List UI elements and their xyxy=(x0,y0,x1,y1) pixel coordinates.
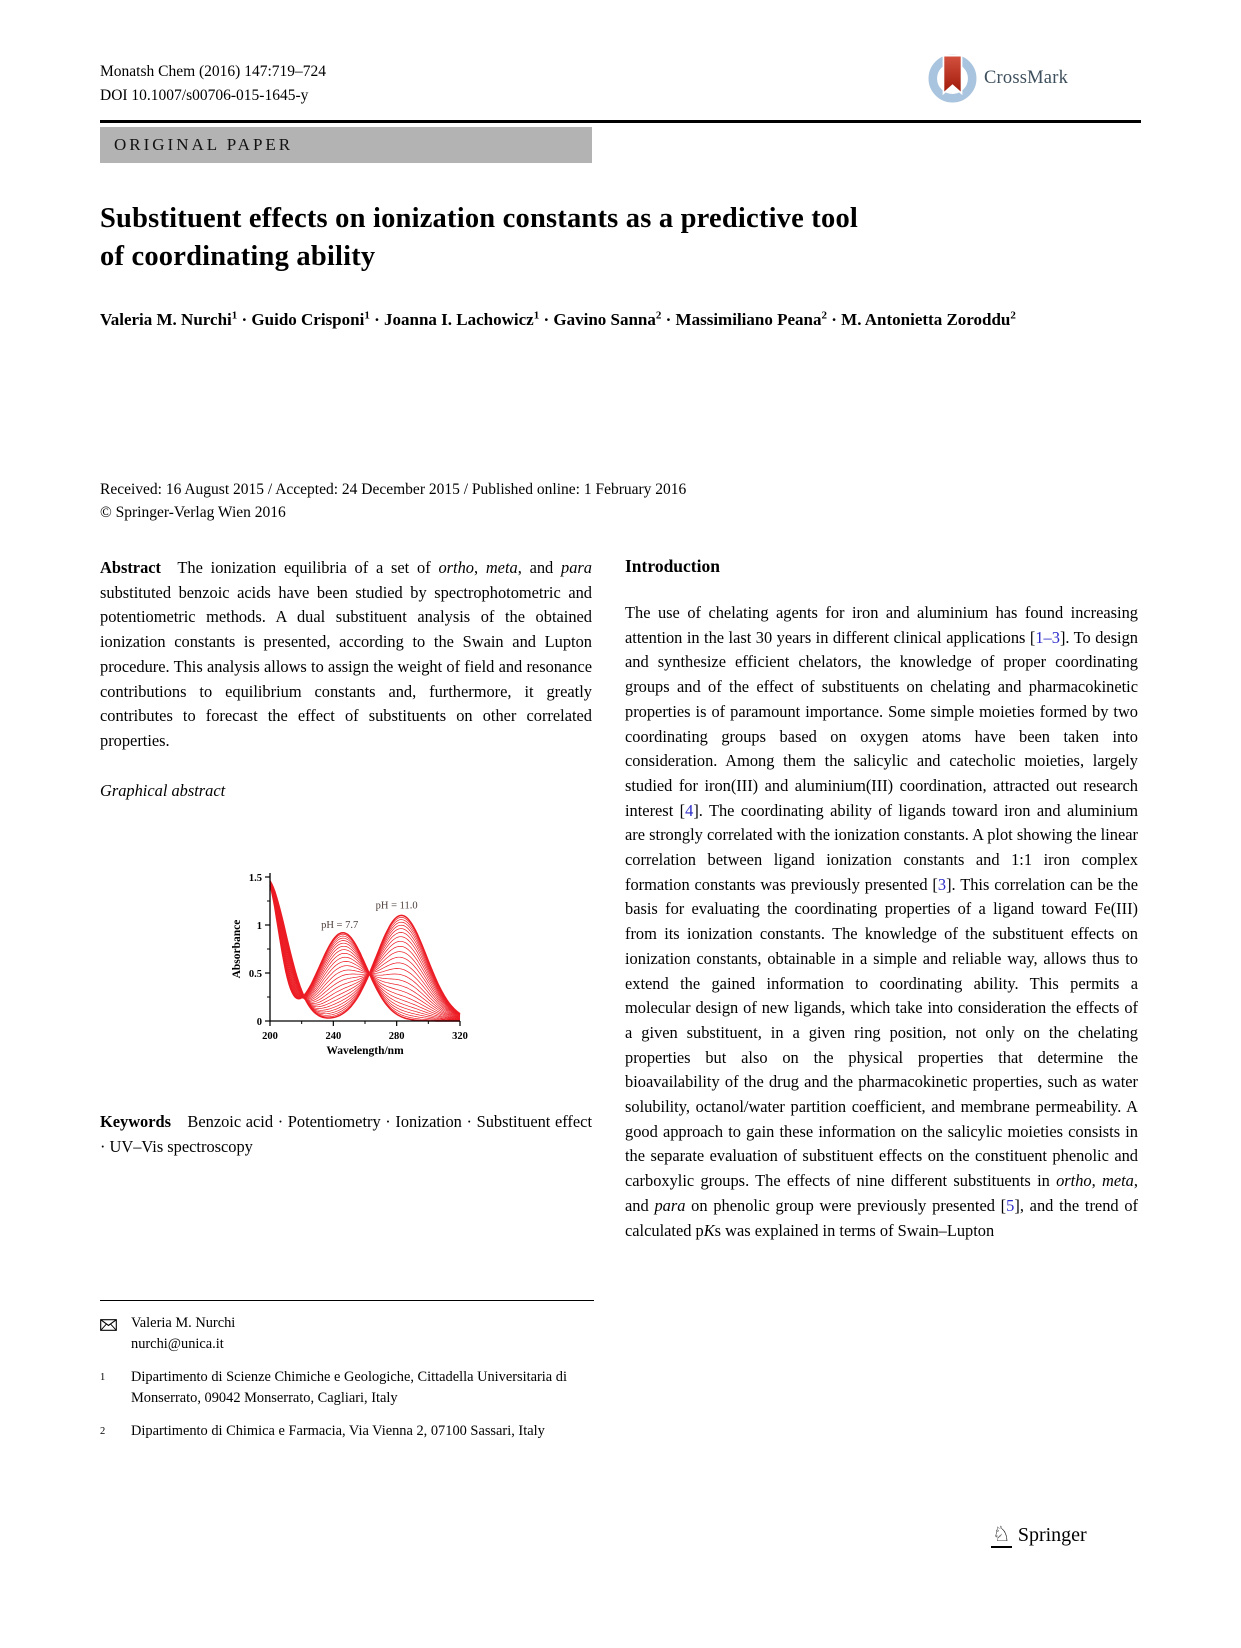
affiliation-2-marker: 2 xyxy=(100,1425,106,1437)
corresponding-author-email[interactable]: nurchi@unica.it xyxy=(131,1336,224,1353)
citation-ref[interactable]: 4 xyxy=(685,800,694,820)
uv-vis-spectra-chart xyxy=(218,842,478,1057)
article-type-banner xyxy=(100,127,592,163)
crossmark-badge[interactable] xyxy=(928,54,1068,103)
spectrum-curve xyxy=(270,885,460,1021)
introduction-paragraph: The use of chelating agents for iron and aluminium has found increasing attention in the last 30 years in different clinical applications [1–3]. To design and synthesize efficient chelators, the knowledge of proper coordinating groups and of the effect of substituents on chelating and pharmacokinetic properties is of paramount importance. Some simple moieties formed by two coordinating groups based on oxygen atoms have been taken into consideration. Among them the salicylic and catecholic moieties, largely studied for iron(III) and aluminium(III) coordination, attracted out research interest [4]. The coordinating ability of ligands toward iron and aluminium are strongly correlated with the ionization constants. A plot showing the linear correlation between ligand ionization constants and 1:1 iron complex formation constants was previously presented [3]. This correlation can be the basis for evaluating the coordinating properties of a ligand toward Fe(III) from its ionization constants. The knowledge of the substituent effects on ionization constants, obtainable in a simple and reliable way, allows thus to extend the gained information to coordinating ability. This permits a molecular design of new ligands, which take into consideration the effects of a given substituent, in a given ring position, not only on the chelating properties but also on the physical properties that determine the bioavailability of the drug and the pharmacokinetic properties, such as water solubility, octanol/water partition coefficient, and membrane permeability. A good approach to gain these information on the salicylic moieties consists in the separate evaluation of substituent effects on the constituent phenolic and carboxylic groups. The effects of nine different substituents in ortho, meta, and para on phenolic group were previously presented [5], and the trend of calculated pKs was explained in terms of Swain–Lupton xyxy=(625,603,1139,1240)
abstract-paragraph: Abstract The ionization equilibria of a set of ortho, meta, and para substituted benzoic acids have been studied by spectrophotometric and potentiometric methods. A dual substituent analysis of the obtained ionization constants is presented, according to the Swain and Lupton procedure. This analysis allows to assign the weight of field and resonance contributions to equilibrium constants and, furthermore, it greatly contributes to forecast the effect of substituents on other correlated properties. xyxy=(100,558,592,750)
journal-ref: Monatsh Chem (2016) 147:719–724 xyxy=(100,63,327,80)
corresponding-author-block xyxy=(100,1313,594,1356)
x-tick-label: 200 xyxy=(262,1031,278,1042)
affiliation-1-text: Dipartimento di Scienze Chimiche e Geologiche, Cittadella Universitaria di Monserrato, 09042 Monserrato, Cagliari, Italy xyxy=(131,1368,567,1407)
x-tick-label: 240 xyxy=(325,1031,342,1042)
article-title xyxy=(100,200,1060,276)
springer-logo xyxy=(991,1524,1087,1548)
footnote-block xyxy=(100,1300,594,1453)
article-type-label: ORIGINAL PAPER xyxy=(114,135,294,154)
y-axis-title: Absorbance xyxy=(231,919,243,979)
journal-header xyxy=(100,60,326,108)
spectrum-curve xyxy=(270,884,460,1020)
affiliation-1-marker: 1 xyxy=(100,1371,106,1383)
affiliation-1 xyxy=(100,1367,594,1410)
citation-ref[interactable]: 3 xyxy=(937,874,947,894)
dates-block xyxy=(100,479,1000,524)
x-tick-label: 320 xyxy=(452,1031,468,1042)
citation-ref[interactable]: 5 xyxy=(1006,1195,1015,1215)
graphical-abstract-figure xyxy=(218,842,478,1057)
introduction-heading: Introduction xyxy=(625,556,720,576)
x-axis-title: Wavelength/nm xyxy=(326,1045,404,1057)
envelope-icon xyxy=(100,1313,131,1356)
header-rule xyxy=(100,120,1141,123)
y-tick-label: 1.5 xyxy=(248,872,262,884)
spectrum-curve xyxy=(270,884,460,1020)
ph-annotation: pH = 11.0 xyxy=(375,900,418,912)
footnote-rule xyxy=(100,1300,594,1301)
citation-ref[interactable]: 1–3 xyxy=(1035,627,1060,647)
keywords-paragraph: Keywords Benzoic acid · Potentiometry · Ionization · Substituent effect · UV–Vis spectroscopy xyxy=(100,1112,592,1156)
corresponding-author-name: Valeria M. Nurchi xyxy=(131,1315,236,1331)
y-tick-label: 0 xyxy=(256,1016,262,1028)
graphical-abstract-caption: Graphical abstract xyxy=(100,781,226,800)
y-tick-label: 1 xyxy=(256,920,262,932)
spectrum-curve xyxy=(270,885,460,1021)
doi: DOI 10.1007/s00706-015-1645-y xyxy=(100,87,309,104)
x-tick-label: 280 xyxy=(388,1031,405,1042)
copyright-line: © Springer-Verlag Wien 2016 xyxy=(100,503,286,521)
affiliation-2 xyxy=(100,1421,594,1442)
affiliation-2-text: Dipartimento di Chimica e Farmacia, Via Vienna 2, 07100 Sassari, Italy xyxy=(131,1422,545,1439)
y-tick-label: 0.5 xyxy=(248,968,262,980)
authors-line: Valeria M. Nurchi$^1$ · Guido Crisponi$^1$ · Joanna I. Lachowicz$^1$ · Gavino Sanna$^2$ · Massimiliano Peana$^2$ · M. Antonietta Zoroddu$^2$ xyxy=(100,309,1016,329)
springer-wordmark: Springer xyxy=(1017,1524,1087,1546)
spectrum-curve xyxy=(270,885,460,1021)
crossmark-label: CrossMark xyxy=(984,68,1069,88)
springer-horse-icon: ♘ xyxy=(992,1522,1011,1546)
crossmark-icon xyxy=(928,54,977,103)
received-line: Received: 16 August 2015 / Accepted: 24 December 2015 / Published online: 1 February 2016 xyxy=(100,481,687,498)
ph-annotation: pH = 7.7 xyxy=(321,919,359,931)
article-title-line2: of coordinating ability xyxy=(100,241,376,272)
article-title-line1: Substituent effects on ionization constants as a predictive tool xyxy=(100,203,859,234)
